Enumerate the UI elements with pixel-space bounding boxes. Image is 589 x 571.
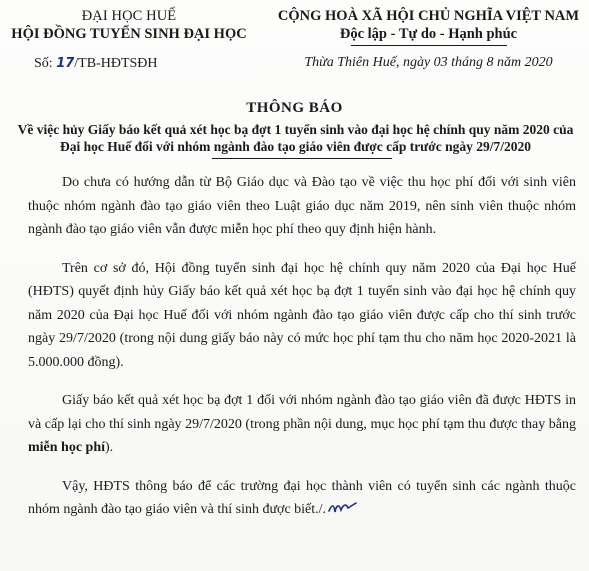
document-subject: Về việc hủy Giấy báo kết quả xét học bạ đợt 1 tuyển sinh vào đại học hệ chính quy năm 2020 của Đại học Huế đối với nhóm ngành đào tạo giáo viên được cấp trước ngày 29/7/2020 — [17, 122, 574, 154]
national-header-block — [268, 8, 589, 72]
subject-underline — [212, 158, 392, 159]
paragraph-3-end: ). — [105, 440, 114, 455]
paragraph-3 — [28, 389, 576, 460]
document-title: THÔNG BÁO — [246, 100, 343, 116]
paragraph-1: Do chưa có hướng dẫn từ Bộ Giáo dục và Đào tạo về việc thu học phí đối với sinh viên thuộc nhóm ngành đào tạo giáo viên theo Luật giáo dục năm 2019, nên sinh viên thuộc nhóm ngành đào tạo giáo viên vẫn được miễn học phí theo quy định hiện hành. — [28, 175, 576, 237]
document-number-prefix: Số: — [34, 56, 57, 71]
document-number — [0, 55, 258, 73]
document-number-value: 17 — [56, 56, 75, 71]
national-title: CỘNG HOÀ XÃ HỘI CHỦ NGHĨA VIỆT NAM — [277, 8, 580, 24]
national-motto: Độc lập - Tự do - Hạnh phúc — [339, 26, 518, 42]
document-body — [28, 171, 576, 537]
paragraph-2: Trên cơ sở đó, Hội đồng tuyển sinh đại học hệ chính quy năm 2020 của Đại học Huế (HĐTS) quyết định hủy Giấy báo kết quả xét học bạ đợt 1 tuyển sinh vào đại học hệ chính quy năm 2020 của Đại học Huế đối với nhóm ngành đào tạo giáo viên được cấp cho thí sinh trước ngày 29/7/2020 (trong nội dung giấy báo này có mức học phí tạm thu cho năm học 2020-2021 là 5.000.000 đồng). — [28, 260, 576, 370]
document-number-suffix: /TB-HĐTSĐH — [74, 56, 158, 71]
issuing-authority-block — [0, 8, 258, 73]
paragraph-3-emphasis: miễn học phí — [28, 440, 106, 455]
place-and-date: Thừa Thiên Huế, ngày 03 tháng 8 năm 2020 — [304, 55, 553, 70]
parent-organization: ĐẠI HỌC HUẾ — [81, 8, 177, 24]
paragraph-4 — [28, 475, 576, 522]
organization-name: HỘI ĐỒNG TUYỂN SINH ĐẠI HỌC — [11, 26, 247, 42]
paragraph-3-text: Giấy báo kết quả xét học bạ đợt 1 đối với nhóm ngành đào tạo giáo viên đã được HĐTS in và cấp lại cho thí sinh ngày 29/7/2020 (trong phần nội dung, mục học phí tạm thu được thay bằng — [28, 393, 576, 432]
initial-signature-mark — [328, 501, 358, 515]
motto-underline — [351, 45, 507, 46]
paragraph-4-text: Vậy, HĐTS thông báo để các trường đại học thành viên có tuyển sinh các ngành thuộc nhóm ngành đào tạo giáo viên và thí sinh được biết./. — [28, 478, 576, 517]
